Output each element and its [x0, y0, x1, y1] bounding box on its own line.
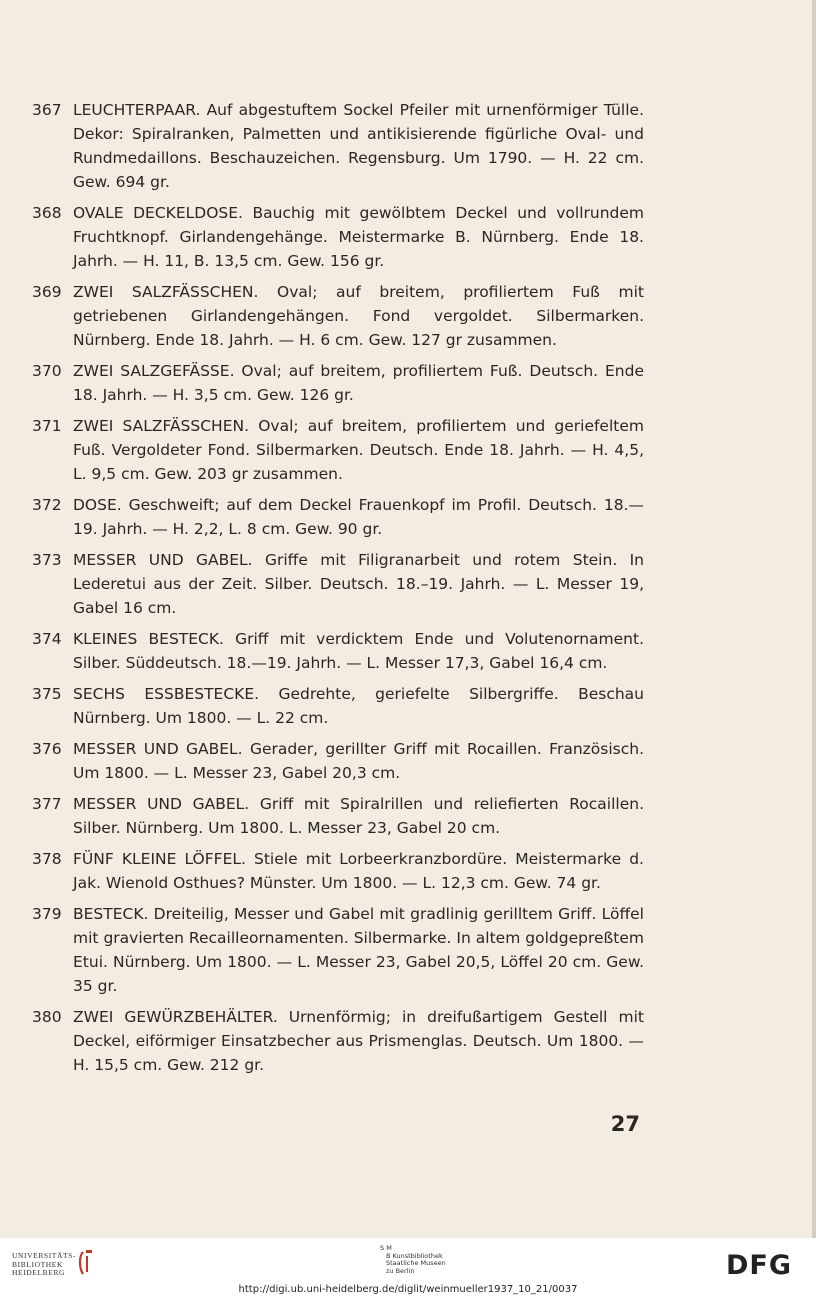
catalog-entry	[32, 792, 644, 840]
catalog-entry	[32, 98, 644, 194]
catalog-entry	[32, 737, 644, 785]
catalog-entry	[32, 902, 644, 998]
university-library-logo	[12, 1252, 76, 1278]
entry-text: ZWEI SALZFÄSSCHEN. Oval; auf breitem, profiliertem und geriefeltem Fuß. Vergoldeter Fond. Silbermarken. Deutsch. Ende 18. Jahrh. — H. 4,5, L. 9,5 cm. Gew. 203 gr zusammen.	[73, 417, 644, 483]
entry-number: 370	[32, 362, 62, 380]
entry-text: BESTECK. Dreiteilig, Messer und Gabel mit gradlinig gerilltem Griff. Löffel mit gravierten Recailleornamenten. Silbermarke. In altem goldgepreßtem Etui. Nürnberg. Um 1800. — L. Messer 23, Gabel 20,5, Löffel 20 cm. Gew. 35 gr.	[73, 905, 644, 995]
page-number: 27	[610, 1112, 640, 1136]
entry-text: KLEINES BESTECK. Griff mit verdicktem Ende und Volutenornament. Silber. Süddeutsch. 18.—19. Jahrh. — L. Messer 17,3, Gabel 16,4 cm.	[73, 630, 644, 672]
center-line: S M	[380, 1244, 392, 1252]
catalog-entry	[32, 280, 644, 352]
entry-number: 371	[32, 417, 62, 435]
entry-number: 374	[32, 630, 62, 648]
entry-text: DOSE. Geschweift; auf dem Deckel Frauenkopf im Profil. Deutsch. 18.—19. Jahrh. — H. 2,2, L. 8 cm. Gew. 90 gr.	[73, 496, 644, 538]
catalog-entry	[32, 627, 644, 675]
entry-text: MESSER UND GABEL. Gerader, gerillter Griff mit Rocaillen. Französisch. Um 1800. — L. Messer 23, Gabel 20,3 cm.	[73, 740, 644, 782]
entry-text: ZWEI SALZGEFÄSSE. Oval; auf breitem, profiliertem Fuß. Deutsch. Ende 18. Jahrh. — H. 3,5 cm. Gew. 126 gr.	[73, 362, 644, 404]
entry-number: 372	[32, 496, 62, 514]
catalog-entries	[32, 98, 644, 1084]
entry-text: LEUCHTERPAAR. Auf abgestuftem Sockel Pfeiler mit urnenförmiger Tülle. Dekor: Spiralranken, Palmetten und antikisierende figürliche Oval- und Rundmedaillons. Beschauzeichen. Regensburg. Um 1790. — H. 22 cm. Gew. 694 gr.	[73, 101, 644, 191]
catalog-entry	[32, 201, 644, 273]
uni-line: BIBLIOTHEK	[12, 1259, 63, 1269]
dfg-logo: DFG	[726, 1250, 793, 1281]
entry-number: 367	[32, 101, 62, 119]
entry-number: 377	[32, 795, 62, 813]
entry-number: 379	[32, 905, 62, 923]
entry-text: MESSER UND GABEL. Griff mit Spiralrillen und reliefierten Rocaillen. Silber. Nürnberg. Um 1800. L. Messer 23, Gabel 20 cm.	[73, 795, 644, 837]
entry-text: ZWEI GEWÜRZBEHÄLTER. Urnenförmig; in dreifußartigem Gestell mit Deckel, eiförmiger Einsatzbecher aus Prismenglas. Deutsch. Um 1800. — H. 15,5 cm. Gew. 212 gr.	[73, 1008, 644, 1074]
catalog-entry	[32, 548, 644, 620]
center-line: B Kunstbibliothek	[386, 1251, 443, 1260]
entry-number: 375	[32, 685, 62, 703]
entry-text: ZWEI SALZFÄSSCHEN. Oval; auf breitem, profiliertem Fuß mit getriebenen Girlandengehängen. Fond vergoldet. Silbermarken. Nürnberg. Ende 18. Jahrh. — H. 6 cm. Gew. 127 gr zusammen.	[73, 283, 644, 349]
university-mark-icon	[76, 1248, 94, 1276]
catalog-entry	[32, 1005, 644, 1077]
center-line: Staatliche Museen	[386, 1259, 446, 1267]
catalog-entry	[32, 682, 644, 730]
entry-number: 380	[32, 1008, 62, 1026]
entry-number: 378	[32, 850, 62, 868]
source-url[interactable]: http://digi.ub.uni-heidelberg.de/diglit/weinmueller1937_10_21/0037	[238, 1284, 578, 1295]
uni-line: HEIDELBERG	[12, 1268, 66, 1277]
entry-text: FÜNF KLEINE LÖFFEL. Stiele mit Lorbeerkranzbordüre. Meistermarke d. Jak. Wienold Osthues? Münster. Um 1800. — L. 12,3 cm. Gew. 74 gr.	[73, 850, 644, 892]
catalog-entry	[32, 359, 644, 407]
entry-number: 373	[32, 551, 62, 569]
entry-number: 376	[32, 740, 62, 758]
entry-text: SECHS ESSBESTECKE. Gedrehte, geriefelte Silbergriffe. Beschau Nürnberg. Um 1800. — L. 22 cm.	[73, 685, 644, 727]
entry-text: OVALE DECKELDOSE. Bauchig mit gewölbtem Deckel und vollrundem Fruchtknopf. Girlandengehänge. Meistermarke B. Nürnberg. Ende 18. Jahrh. — H. 11, B. 13,5 cm. Gew. 156 gr.	[73, 204, 644, 270]
center-line: zu Berlin	[386, 1266, 415, 1275]
footer	[0, 1238, 816, 1297]
entry-number: 368	[32, 204, 62, 222]
entry-text: MESSER UND GABEL. Griffe mit Filigranarbeit und rotem Stein. In Lederetui aus der Zeit. Silber. Deutsch. 18.–19. Jahrh. — L. Messer 19, Gabel 16 cm.	[73, 551, 644, 617]
catalog-entry	[32, 414, 644, 486]
catalog-entry	[32, 493, 644, 541]
uni-line: UNIVERSITÄTS-	[12, 1251, 77, 1260]
kunstbibliothek-logo	[380, 1245, 446, 1275]
entry-number: 369	[32, 283, 62, 301]
catalog-entry	[32, 847, 644, 895]
